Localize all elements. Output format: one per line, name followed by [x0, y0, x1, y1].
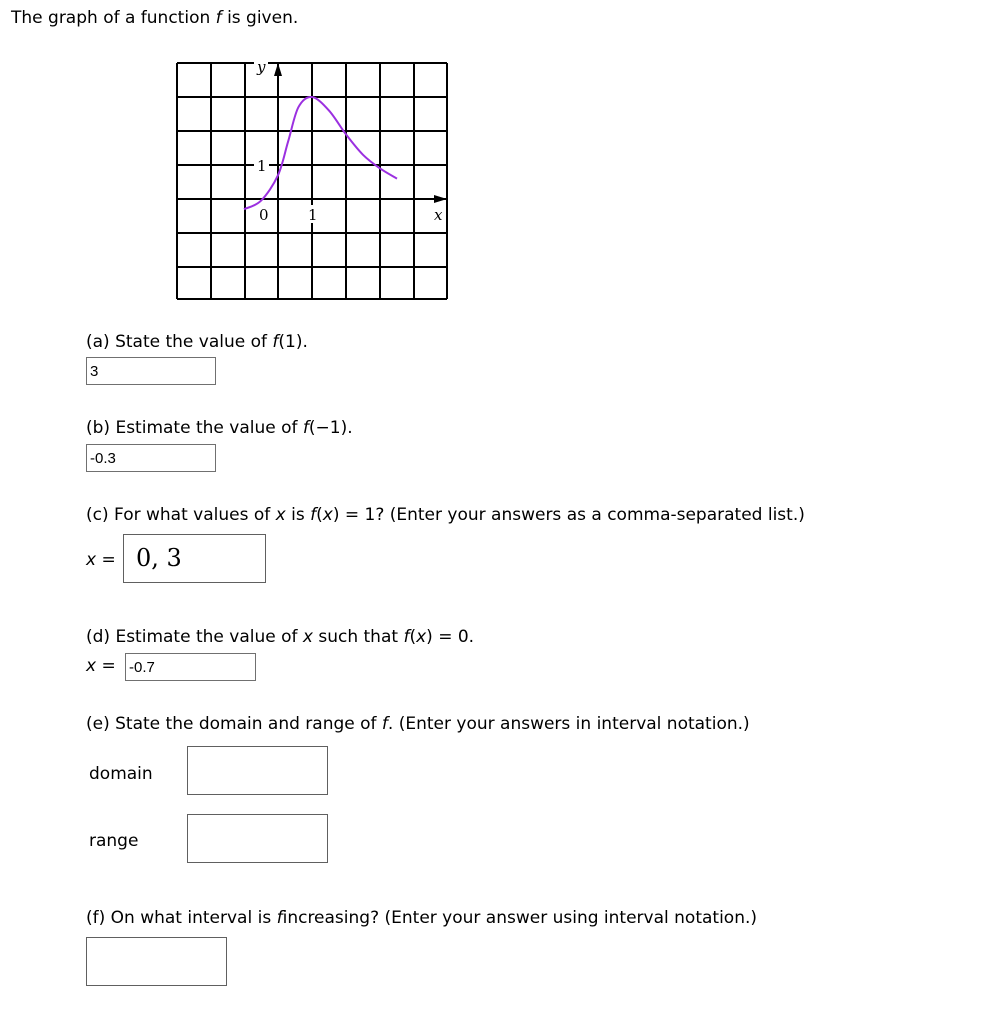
question-a-arg: (1).: [278, 332, 308, 352]
question-d-text-2: such that: [318, 627, 399, 647]
question-e: [86, 714, 750, 734]
answer-b-box: [86, 444, 216, 472]
question-f-text-2: increasing? (Enter your answer using interval notation.): [282, 908, 757, 928]
question-b-text: (b) Estimate the value of: [86, 418, 298, 438]
function-graph: [170, 55, 460, 310]
question-d-fn: f: [403, 627, 410, 647]
answer-f-input[interactable]: [87, 938, 226, 985]
answer-d-label: [86, 656, 116, 676]
question-c-paren: (: [316, 505, 323, 525]
question-d-text-3: ) = 0.: [426, 627, 475, 647]
y-axis-label: y: [257, 58, 266, 76]
domain-input[interactable]: [188, 747, 327, 794]
question-d-paren: (: [409, 627, 417, 647]
question-f-text-1: (f) On what interval is: [86, 908, 272, 928]
question-c: [86, 505, 805, 525]
question-a-fn: f: [272, 332, 279, 352]
question-b-arg: (−1).: [308, 418, 353, 438]
intro-label: The graph of a function: [11, 8, 211, 28]
answer-c-xvar: x: [86, 550, 97, 570]
question-c-fn: f: [310, 505, 317, 525]
question-c-text-3: ) = 1? (Enter your answers as a comma-separated list.): [332, 505, 805, 525]
x-tick-label: 1: [308, 206, 318, 224]
question-e-text-1: (e) State the domain and range of: [86, 714, 377, 734]
question-a-text: (a) State the value of: [86, 332, 268, 352]
question-d-text-1: (d) Estimate the value of: [86, 627, 298, 647]
x-axis-arrow-icon: [434, 195, 447, 203]
answer-d-input[interactable]: [126, 654, 255, 680]
intro-text: [11, 8, 298, 28]
answer-c-box[interactable]: [123, 534, 266, 583]
range-box: [187, 814, 328, 863]
answer-c-label: [86, 550, 116, 570]
domain-label: domain: [89, 764, 153, 784]
answer-f-box: [86, 937, 227, 986]
answer-a-input[interactable]: [87, 358, 215, 384]
question-f: [86, 908, 757, 928]
question-c-xvar: x: [275, 505, 286, 525]
question-a: [86, 332, 308, 352]
question-d: [86, 627, 474, 647]
y-axis-arrow-icon: [274, 63, 282, 76]
question-e-fn: f: [381, 714, 388, 734]
answer-b-input[interactable]: [87, 445, 215, 471]
question-b: [86, 418, 353, 438]
question-c-text-1: (c) For what values of: [86, 505, 271, 525]
answer-a-box: [86, 357, 216, 385]
answer-d-eq: =: [101, 656, 116, 676]
range-label: range: [89, 831, 139, 851]
x-axis-label: x: [434, 206, 443, 224]
origin-label: 0: [259, 206, 269, 224]
domain-box: [187, 746, 328, 795]
range-input[interactable]: [188, 815, 327, 862]
y-tick-label: 1: [257, 157, 267, 175]
answer-c-value[interactable]: 0, 3: [136, 544, 182, 572]
question-d-xvar2: x: [416, 627, 427, 647]
answer-c-eq: =: [101, 550, 116, 570]
intro-suffix: is given.: [227, 8, 299, 28]
intro-function-name: f: [215, 8, 222, 28]
question-c-text-2: is: [291, 505, 305, 525]
function-curve: [244, 97, 397, 209]
question-f-fn: f: [276, 908, 283, 928]
question-d-xvar: x: [302, 627, 313, 647]
question-e-text-2: . (Enter your answers in interval notation.): [387, 714, 750, 734]
answer-d-xvar: x: [86, 656, 97, 676]
answer-d-box: [125, 653, 256, 681]
question-b-fn: f: [302, 418, 309, 438]
grid: [177, 63, 447, 299]
question-c-xvar2: x: [322, 505, 333, 525]
